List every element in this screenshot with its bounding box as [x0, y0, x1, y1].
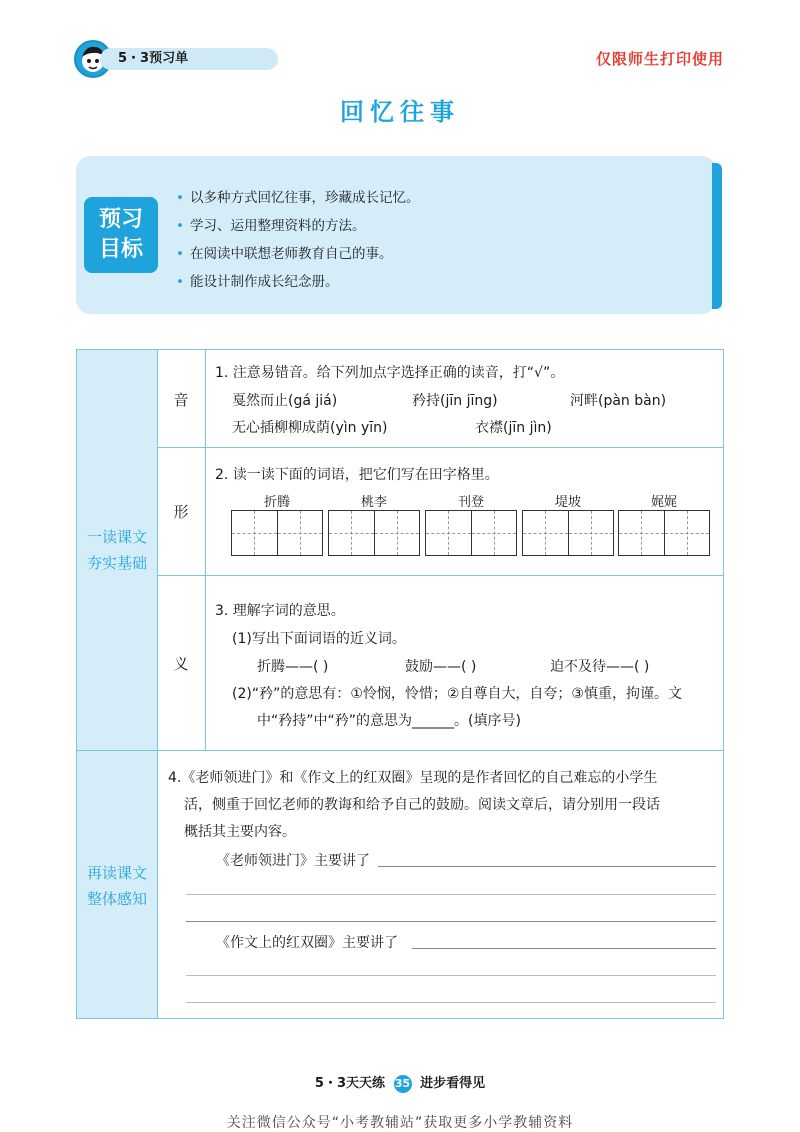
- answer-line[interactable]: [378, 866, 716, 867]
- question-4-line3: 概括其主要内容。: [184, 824, 296, 840]
- goals-badge-line1: 预习: [98, 207, 143, 232]
- section2-label: [77, 860, 157, 912]
- divider: [205, 350, 206, 750]
- goals-badge-line2: 目标: [98, 237, 143, 262]
- page-title: 回忆往事: [340, 98, 460, 126]
- answer-line[interactable]: [186, 1002, 716, 1003]
- divider: [157, 350, 158, 1018]
- print-notice: 仅限师生打印使用: [595, 50, 724, 68]
- pinyin-item: 衣襟(jīn jìn): [475, 420, 552, 436]
- synonym-item: 鼓励——( ): [405, 659, 477, 675]
- grid-word: 刊登: [457, 495, 484, 510]
- goal-item: • 学习、运用整理资料的方法。: [176, 212, 419, 240]
- footer-right-text: 进步看得见: [420, 1076, 486, 1091]
- question-3-sub1: (1)写出下面词语的近义词。: [232, 631, 406, 647]
- writing-grid[interactable]: [618, 510, 710, 556]
- series-label: 5・3预习单: [100, 48, 278, 70]
- writing-grid[interactable]: [425, 510, 517, 556]
- grid-word: 桃李: [360, 495, 387, 510]
- row-label-xing: 形: [173, 503, 189, 521]
- writing-grid[interactable]: [328, 510, 420, 556]
- pinyin-item: 矜持(jīn jīng): [412, 393, 498, 409]
- goal-item: • 在阅读中联想老师教育自己的事。: [176, 240, 419, 268]
- section2-label-line1: 再读课文: [86, 864, 147, 882]
- answer-line[interactable]: [412, 948, 716, 949]
- goals-side-strip: [712, 163, 722, 309]
- page-footer: [0, 1072, 800, 1093]
- divider: [77, 750, 724, 751]
- divider: [157, 447, 724, 448]
- goal-item: • 以多种方式回忆往事，珍藏成长记忆。: [176, 184, 419, 212]
- answer-line[interactable]: [186, 975, 716, 976]
- bottom-note: 关注微信公众号“小考教辅站”获取更多小学教辅资料: [226, 1115, 574, 1131]
- synonym-item: 迫不及待——( ): [550, 659, 650, 675]
- grid-word: 堤坡: [554, 495, 581, 510]
- section1-label-line2: 夯实基础: [86, 554, 147, 572]
- question-3-sub2: (2)“矜”的意思有：①怜悯，怜惜；②自尊自大，自夸；③慎重，拘谨。文: [232, 686, 682, 702]
- synonym-item: 折腾——( ): [257, 659, 329, 675]
- grid-word: 娓娓: [650, 495, 677, 510]
- answer-line[interactable]: [186, 894, 716, 895]
- question-1: 1. 注意易错音。给下列加点字选择正确的读音，打“√”。: [215, 365, 565, 381]
- question-3-sub2-cont: 中“矜持”中“矜”的意思为______。(填序号): [257, 713, 521, 729]
- page-number: 35: [394, 1075, 412, 1093]
- question-3: 3. 理解字词的意思。: [215, 603, 345, 619]
- answer-prompt-2: 《作文上的红双圈》主要讲了: [216, 935, 398, 951]
- row-label-yi: 义: [173, 655, 189, 673]
- section1-label: [77, 524, 157, 576]
- answer-line[interactable]: [186, 921, 716, 922]
- row-label-yin: 音: [173, 391, 189, 409]
- pinyin-item: 戛然而止(gá jiá): [232, 393, 338, 409]
- section1-label-line1: 一读课文: [86, 528, 147, 546]
- divider: [157, 575, 724, 576]
- writing-grid[interactable]: [522, 510, 614, 556]
- section2-label-line2: 整体感知: [86, 890, 147, 908]
- pinyin-item: 河畔(pàn bàn): [570, 393, 667, 409]
- grid-word: 折腾: [263, 495, 290, 510]
- goals-badge: [84, 197, 158, 273]
- footer-left-text: 5・3天天练: [314, 1076, 385, 1091]
- goal-item: • 能设计制作成长纪念册。: [176, 268, 419, 296]
- writing-grid[interactable]: [231, 510, 323, 556]
- question-4-line1: 4.《老师领进门》和《作文上的红双圈》呈现的是作者回忆的自己难忘的小学生: [168, 770, 658, 786]
- pinyin-item: 无心插柳柳成荫(yìn yīn): [232, 420, 388, 436]
- question-2: 2. 读一读下面的词语，把它们写在田字格里。: [215, 467, 499, 483]
- question-4-line2: 活，侧重于回忆老师的教诲和给予自己的鼓励。阅读文章后，请分别用一段话: [184, 797, 660, 813]
- answer-prompt-1: 《老师领进门》主要讲了: [216, 853, 370, 869]
- goals-list: [176, 184, 419, 296]
